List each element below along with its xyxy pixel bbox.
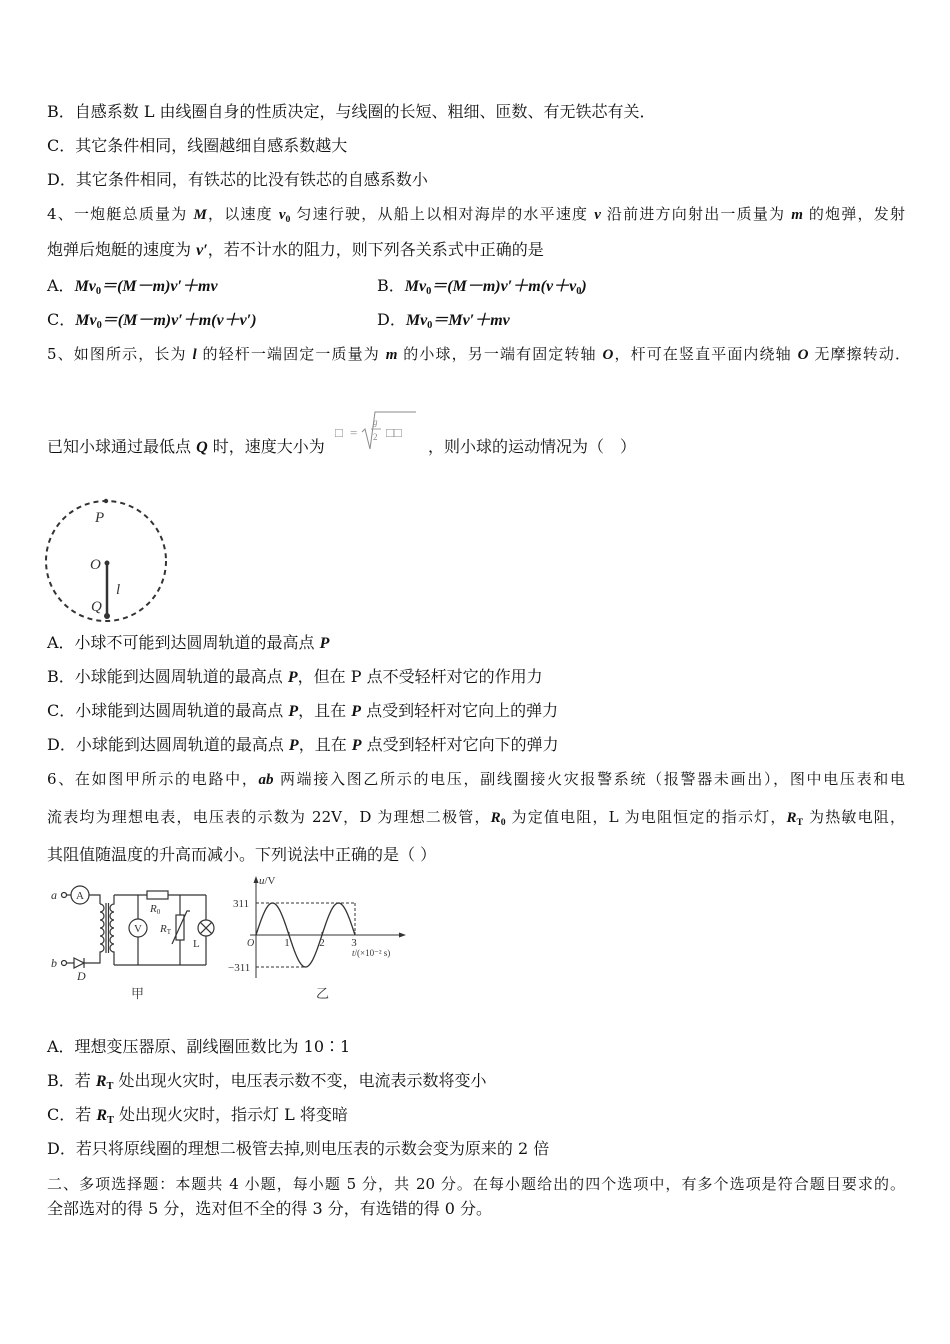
math-variable: O — [602, 347, 614, 363]
math-variable: m — [791, 207, 803, 223]
q5-circle-figure — [40, 495, 175, 630]
math-variable: M — [193, 207, 207, 223]
q6-option-d — [47, 1139, 549, 1159]
formula-lhs: □ — [335, 425, 343, 440]
text-run: 4、一炮艇总质量为 — [47, 205, 194, 223]
math-variable: P — [288, 737, 299, 754]
math-variable: ＝Mv′＋mv — [432, 312, 510, 329]
q5-option-c — [47, 701, 558, 722]
text-run: C．若 — [47, 1105, 97, 1124]
text-run: C． — [47, 310, 76, 329]
q3-option-c — [47, 136, 347, 156]
diode-label: D — [77, 969, 86, 983]
math-variable: R — [786, 810, 797, 826]
q5-option-a — [47, 633, 329, 654]
q6-stem-line-2 — [47, 807, 905, 833]
text-run: 二、多项选择题：本题共 4 小题，每小题 5 分，共 20 分。在每小题给出的四个选项中，有多个选项是符合题目要求的。 — [47, 1175, 905, 1193]
math-variable: P — [287, 669, 298, 686]
y-axis-arrow — [254, 876, 259, 883]
math-variable: R — [96, 1107, 108, 1124]
text-run: ，但在 P 点不受轻杆对它的作用力 — [297, 667, 543, 686]
math-variable: P — [351, 737, 362, 754]
text-run: 的小球，另一端有固定转轴 — [397, 345, 603, 363]
text-run: 已知小球通过最低点 — [47, 437, 197, 456]
subscript: 0 — [576, 286, 582, 298]
y-axis-label — [259, 875, 276, 887]
q6-option-b — [47, 1071, 487, 1097]
text-run: ，以速度 — [206, 205, 279, 223]
text-run: B． — [377, 276, 405, 295]
label-p: P — [95, 510, 105, 526]
subscript: 0 — [95, 286, 102, 298]
label-o: O — [90, 557, 101, 573]
math-variable: P — [351, 703, 361, 720]
text-run: 匀速行驶，从船上以相对海岸的水平速度 — [290, 205, 595, 223]
text-run: 流表均为理想电表，电压表的示数为 22V，D 为理想二极管， — [47, 808, 491, 826]
q4-option-c — [47, 310, 257, 336]
rt-label — [159, 923, 172, 936]
terminal-b-label: b — [51, 956, 57, 970]
lamp-label: L — [193, 938, 200, 950]
diode-icon — [74, 958, 84, 968]
formula-denominator: 2 — [373, 432, 378, 442]
text-run: 处出现火灾时，电压表示数不变，电流表示数将变小 — [113, 1071, 487, 1090]
math-variable: ) — [581, 278, 587, 295]
math-variable: ＝(M－m)v′＋mv — [101, 278, 218, 295]
math-variable: v — [278, 207, 286, 223]
text-run: C．小球能到达圆周轨道的最高点 — [47, 701, 289, 720]
math-variable: P — [288, 703, 299, 720]
q3-option-d — [47, 170, 428, 190]
x-tick-label: 2 — [319, 937, 325, 949]
text-run: 沿前进方向射出一质量为 — [600, 205, 792, 223]
text-run: 炮弹后炮艇的速度为 — [47, 240, 197, 259]
y-axis-unit: /V — [264, 875, 276, 887]
q5-stem-line-1 — [47, 344, 910, 365]
q5-stem-line-2-after — [428, 437, 636, 457]
math-variable: v′ — [196, 242, 208, 259]
text-run: 点受到轻杆对它向上的弹力 — [361, 701, 559, 720]
math-variable: Mv — [405, 312, 428, 329]
math-variable: Q — [196, 439, 208, 456]
wire — [89, 895, 100, 904]
math-variable: ＝(M－m)v′＋m(v＋v — [431, 278, 577, 295]
text-run: 5、如图所示，长为 — [47, 345, 193, 363]
primary-coil — [84, 904, 104, 963]
text-run: 为热敏电阻， — [803, 808, 905, 826]
circuit-caption: 甲 — [131, 987, 145, 1002]
subscript: 0 — [285, 213, 291, 225]
text-run: A．小球不可能到达圆周轨道的最高点 — [47, 633, 320, 652]
text-run: 的炮弹，发射 — [802, 205, 905, 223]
r0-label-sub: 0 — [156, 908, 161, 916]
q6-voltage-graph — [228, 872, 413, 982]
q3-option-b — [47, 102, 656, 122]
text-run: A．理想变压器原、副线圈匝数比为 10∶1 — [47, 1037, 351, 1056]
subscript: 0 — [500, 816, 506, 828]
section2-instructions-line-2 — [47, 1199, 492, 1219]
x-tick-label: 3 — [351, 937, 357, 949]
q5-velocity-formula — [333, 405, 418, 460]
text-run: 全部选对的得 5 分，选对但不全的得 3 分，有选错的得 0 分。 — [47, 1199, 493, 1218]
math-variable: ab — [258, 772, 274, 788]
r0-label — [149, 903, 161, 916]
math-variable: P — [319, 635, 330, 652]
q4-option-a — [47, 276, 218, 302]
text-run: A． — [47, 276, 75, 295]
q4-stem-line-1 — [47, 204, 905, 230]
resistor-r0 — [147, 891, 168, 899]
text-run: B．小球能到达圆周轨道的最高点 — [47, 667, 288, 686]
text-run: D． — [377, 310, 406, 329]
text-run: B．若 — [47, 1071, 96, 1090]
q6-stem-line-1 — [47, 769, 905, 790]
math-variable: O — [797, 347, 809, 363]
terminal-a-label: a — [51, 888, 57, 902]
thermistor-arrow — [172, 911, 190, 944]
q6-stem-line-3 — [47, 845, 436, 865]
label-l: l — [116, 582, 121, 598]
text-run: D．小球能到达圆周轨道的最高点 — [47, 735, 289, 754]
q6-option-c — [47, 1105, 348, 1131]
q4-stem-line-2 — [47, 240, 544, 261]
text-run: 两端接入图乙所示的电压，副线圈接火灾报警系统（报警器未画出），图中电压表和电 — [273, 770, 905, 788]
graph-caption: 乙 — [316, 987, 330, 1002]
math-variable: R — [490, 810, 501, 826]
x-axis-var: t — [352, 948, 355, 958]
x-axis-unit: /(×10⁻² s) — [354, 948, 391, 958]
text-run: 6、在如图甲所示的电路中， — [47, 770, 259, 788]
x-tick-label: 1 — [284, 937, 290, 949]
math-variable: Mv — [74, 278, 96, 295]
subscript: T — [107, 1115, 114, 1127]
terminal-a-icon — [62, 893, 67, 898]
subscript: 0 — [427, 320, 433, 332]
formula-tail: □□ — [386, 425, 402, 440]
math-variable: l — [192, 347, 197, 363]
text-run: ，杆可在竖直平面内绕轴 — [613, 345, 798, 363]
terminal-b-icon — [62, 961, 67, 966]
math-variable: m — [385, 347, 398, 363]
q4-option-b — [377, 276, 587, 302]
secondary-coil — [110, 895, 114, 965]
y-max-label: 311 — [233, 898, 250, 910]
math-variable: v — [594, 207, 601, 223]
r0-label-main: R — [150, 903, 157, 915]
math-variable: Mv — [404, 278, 427, 295]
math-variable: ＝(M－m)v′＋m(v＋v′) — [101, 312, 257, 329]
subscript: T — [106, 1081, 114, 1093]
q6-option-a — [47, 1037, 350, 1057]
math-variable: Mv — [75, 312, 97, 329]
q5-stem-line-2-before — [47, 437, 325, 458]
section2-instructions-line-1 — [47, 1174, 905, 1194]
q6-circuit-diagram — [48, 878, 220, 986]
formula-numerator: g — [373, 417, 378, 427]
x-axis-arrow — [399, 933, 406, 938]
y-min-label: −311 — [228, 962, 251, 974]
text-run: 处出现火灾时，指示灯 L 将变暗 — [113, 1105, 348, 1124]
text-run: D．若只将原线圈的理想二极管去掉,则电压表的示数会变为原来的 2 倍 — [47, 1139, 550, 1158]
formula-equals: = — [350, 425, 358, 440]
text-run: 的轻杆一端固定一质量为 — [196, 345, 386, 363]
y-axis-var: u — [259, 875, 265, 887]
text-run: 无摩擦转动． — [808, 345, 910, 363]
q5-option-d — [47, 735, 559, 756]
text-run: ，则小球的运动情况为（ ） — [428, 437, 637, 456]
text-run: 时，速度大小为 — [207, 437, 325, 456]
text-run: ，若不计水的阻力，则下列各关系式中正确的是 — [207, 240, 544, 259]
rt-label-main: R — [160, 923, 167, 935]
ball — [104, 613, 110, 619]
text-run: 为定值电阻，L 为电阻恒定的指示灯， — [505, 808, 787, 826]
text-run: D．其它条件相同，有铁芯的比没有铁芯的自感系数小 — [47, 170, 428, 189]
x-axis-label — [352, 948, 390, 958]
top-point-dot — [104, 499, 108, 503]
text-run: C．其它条件相同，线圈越细自感系数越大 — [47, 136, 348, 155]
origin-label: O — [247, 938, 255, 949]
text-run: 点受到轻杆对它向下的弹力 — [361, 735, 559, 754]
q4-option-d — [377, 310, 510, 336]
voltmeter-label: V — [134, 923, 142, 935]
label-q: Q — [91, 599, 102, 615]
ammeter-label: A — [76, 890, 84, 902]
text-run: 其阻值随温度的升高而减小。下列说法中正确的是（ ） — [47, 845, 437, 864]
subscript: 0 — [96, 320, 102, 332]
subscript: T — [796, 816, 804, 828]
rt-label-sub: T — [166, 928, 172, 936]
text-run: B．自感系数 L 由线圈自身的性质决定，与线圈的长短、粗细、匝数、有无铁芯有关． — [47, 102, 656, 121]
text-run: ，且在 — [298, 735, 352, 754]
text-run: ，且在 — [298, 701, 352, 720]
subscript: 0 — [426, 286, 432, 298]
math-variable: R — [95, 1073, 107, 1090]
q5-option-b — [47, 667, 543, 688]
lamp-cross — [200, 922, 211, 933]
